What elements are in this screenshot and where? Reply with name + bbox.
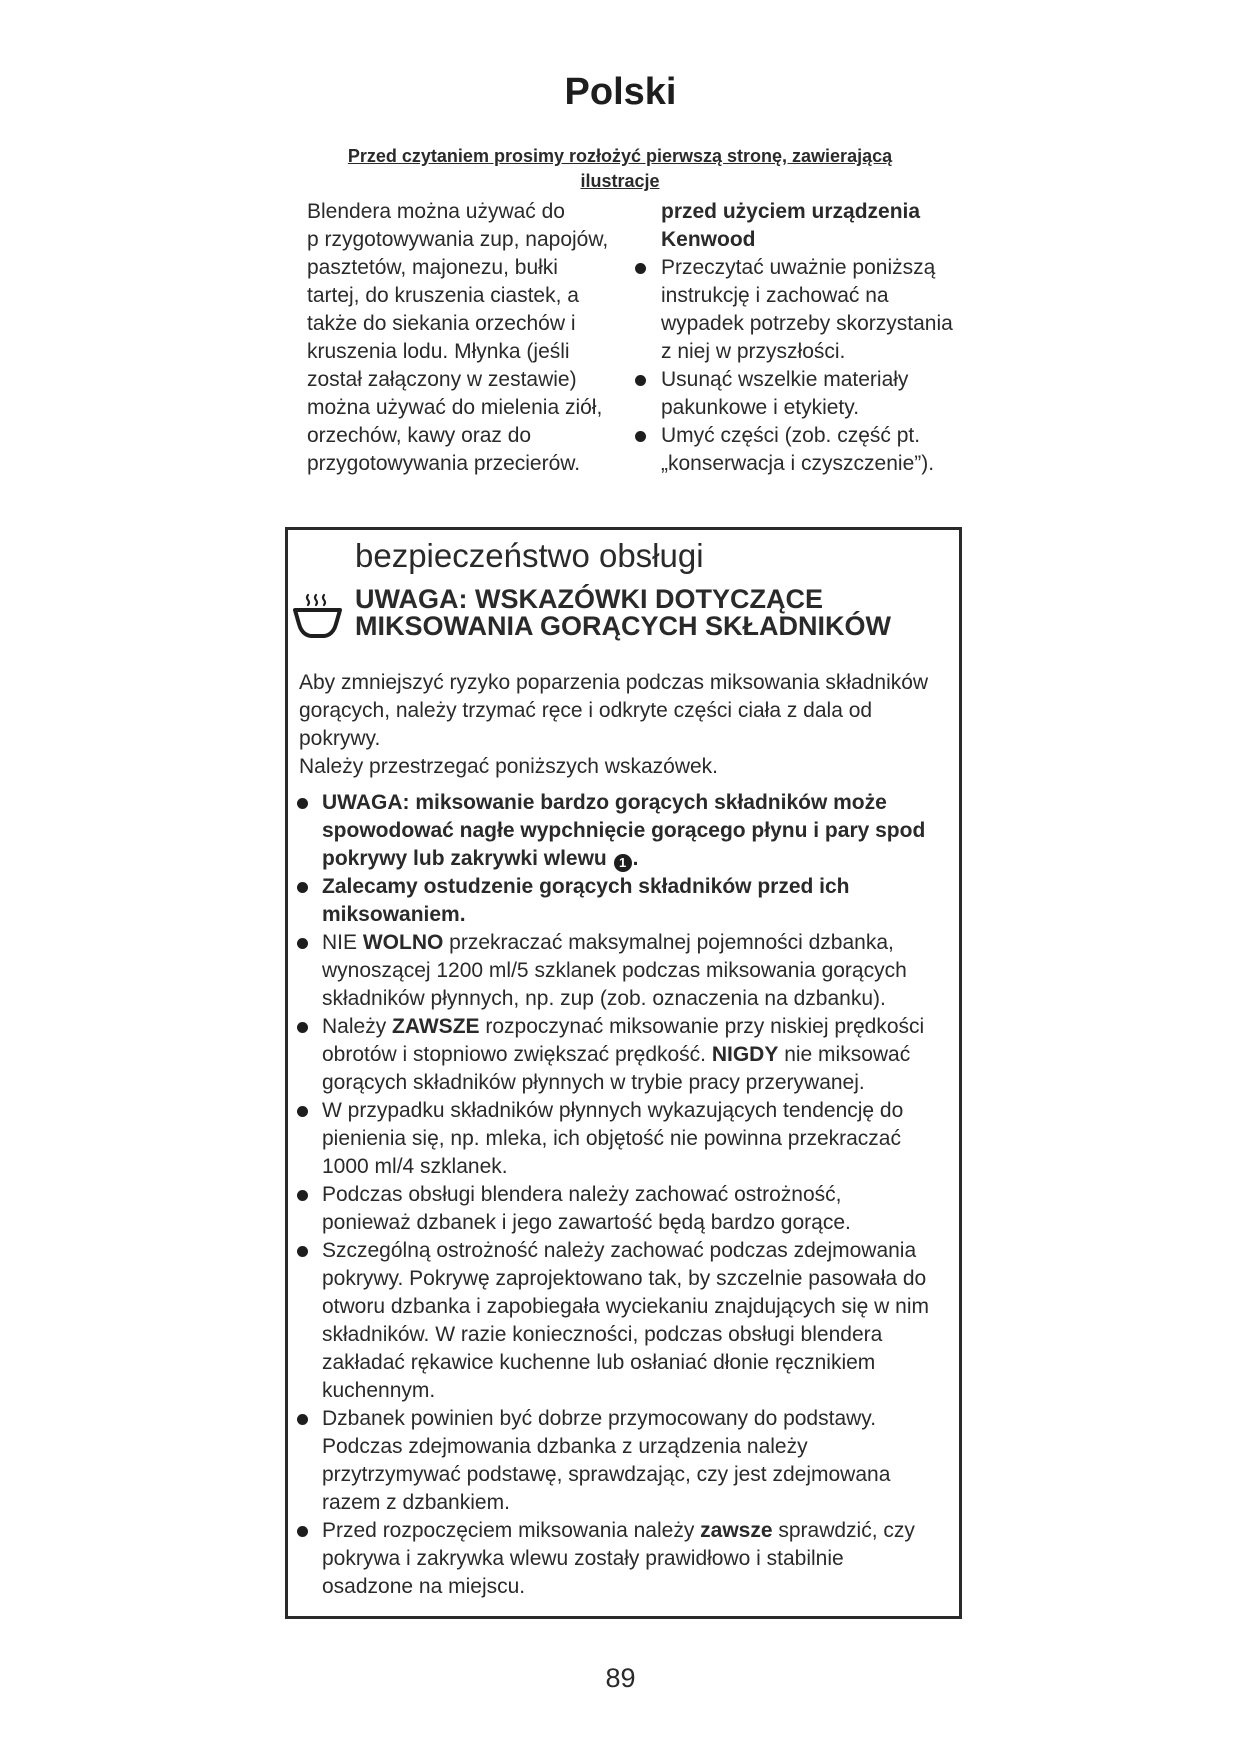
intro-line: pasztetów, majonezu, bułki [307, 256, 558, 279]
emphasized-text: UWAGA: miksowanie bardzo gorących składników może [322, 791, 887, 814]
unfold-notice [300, 144, 940, 194]
safety-item-line [322, 1293, 929, 1321]
safety-list-item [322, 1405, 929, 1517]
bullet-dot [297, 798, 308, 809]
safety-list-item [322, 929, 929, 1013]
list-item-line: pakunkowe i etykiety. [661, 396, 860, 419]
emphasized-text: . [632, 847, 639, 870]
safety-list-item [322, 1013, 929, 1097]
warning-line: MIKSOWANIA GORĄCYCH SKŁADNIKÓW [355, 611, 891, 641]
safety-item-line [322, 1405, 929, 1433]
text-segment: zakładać rękawice kuchenne lub osłaniać dłonie ręcznikiem [322, 1351, 876, 1374]
safety-item-line [322, 1237, 929, 1265]
safety-item-line [322, 873, 929, 901]
list-item [661, 422, 953, 478]
safety-item-line [322, 1013, 929, 1041]
emphasized-text: zawsze [700, 1519, 773, 1542]
safety-list-item [322, 1237, 929, 1405]
safety-list-item [322, 1517, 929, 1601]
safety-box [285, 527, 962, 1619]
bullet-dot [635, 263, 646, 274]
intro-line: można używać do mielenia ziół, [307, 396, 603, 419]
list-item-line: Usunąć wszelkie materiały [661, 368, 909, 391]
emphasized-text: NIGDY [711, 1043, 779, 1066]
hot-ingredients-bowl-icon [292, 593, 343, 639]
intro-line: przygotowywania przecierów. [307, 452, 581, 475]
safety-item-line [322, 985, 929, 1013]
text-segment: pienienia się, np. mleka, ich objętość nie powinna przekraczać [322, 1127, 901, 1150]
safety-item-line [322, 1041, 929, 1069]
text-segment: kuchennym. [322, 1379, 436, 1402]
safety-item-line [322, 957, 929, 985]
emphasized-text: Zalecamy ostudzenie gorących składników przed ich [322, 875, 850, 898]
emphasized-text: miksowaniem. [322, 903, 466, 926]
list-item-line: z niej w przyszłości. [661, 340, 846, 363]
list-item [661, 254, 953, 366]
safety-item-line [322, 817, 929, 845]
bullet-dot [297, 1106, 308, 1117]
safety-item-line [322, 1349, 929, 1377]
intro-line: orzechów, kawy oraz do [307, 424, 532, 447]
safety-item-line [322, 1069, 929, 1097]
bullet-dot [297, 1414, 308, 1425]
text-segment: nie miksować [778, 1043, 911, 1066]
page-number: 89 [605, 1663, 636, 1693]
safety-list-item [322, 873, 929, 929]
bullet-dot [297, 1246, 308, 1257]
text-segment: ponieważ dzbanek i jego zawartość będą bardzo gorące. [322, 1211, 851, 1234]
intro-line: został załączony w zestawie) [307, 368, 577, 391]
notice-line: Przed czytaniem prosimy rozłożyć pierwszą stronę, zawierającą [347, 146, 893, 166]
bullet-dot [297, 1526, 308, 1537]
safety-intro-line: pokrywy. [299, 727, 381, 750]
safety-intro-line: Aby zmniejszyć ryzyko poparzenia podczas miksowania składników [299, 671, 929, 694]
safety-intro [299, 669, 928, 781]
intro-line: Blendera można używać do [307, 200, 565, 223]
safety-title: bezpieczeństwo obsługi [355, 537, 704, 574]
safety-item-line [322, 1573, 929, 1601]
before-use-column [661, 198, 953, 478]
figure-reference-badge: 1 [614, 854, 632, 872]
text-segment: rozpoczynać miksowanie przy niskiej prędkości [479, 1015, 925, 1038]
safety-list-item [322, 789, 929, 873]
text-segment: NIE [322, 931, 363, 954]
text-segment: pokrywy. Pokrywę zaprojektowano tak, by szczelnie pasowała do [322, 1267, 927, 1290]
emphasized-text: ZAWSZE [392, 1015, 480, 1038]
safety-item-line [322, 1265, 929, 1293]
list-item-line: wypadek potrzeby skorzystania [661, 312, 953, 335]
text-segment: Należy [322, 1015, 393, 1038]
intro-column [307, 198, 608, 478]
safety-item-line [322, 1489, 929, 1517]
safety-item-line [322, 789, 929, 817]
bullet-dot [297, 938, 308, 949]
heading-line: Kenwood [661, 228, 756, 251]
before-use-list [661, 254, 953, 478]
emphasized-text: spowodować nagłe wypchnięcie gorącego płynu i pary spod [322, 819, 926, 842]
intro-line: p rzygotowywania zup, napojów, [307, 228, 609, 251]
intro-line: także do siekania orzechów i [307, 312, 576, 335]
text-segment: 1000 ml/4 szklanek. [322, 1155, 508, 1178]
safety-item-line [322, 1209, 929, 1237]
text-segment: Przed rozpoczęciem miksowania należy [322, 1519, 701, 1542]
safety-intro-line: gorących, należy trzymać ręce i odkryte części ciała z dala od [299, 699, 873, 722]
text-segment: sprawdzić, czy [772, 1519, 915, 1542]
safety-list-item [322, 1097, 929, 1181]
intro-line: tartej, do kruszenia ciastek, a [307, 284, 579, 307]
safety-item-line [322, 1125, 929, 1153]
list-item-line: „konserwacja i czyszczenie”). [661, 452, 935, 475]
text-segment: otworu dzbanka i zapobiegała wyciekaniu znajdujących się w nim [322, 1295, 930, 1318]
bullet-dot [635, 431, 646, 442]
text-segment: obrotów i stopniowo zwiększać prędkość. [322, 1043, 712, 1066]
text-segment: gorących składników płynnych w trybie pracy przerywanej. [322, 1071, 865, 1094]
safety-item-line [322, 1153, 929, 1181]
list-item-line: instrukcję i zachować na [661, 284, 889, 307]
safety-item-line [322, 1097, 929, 1125]
safety-item-line [322, 1545, 929, 1573]
safety-list [322, 789, 929, 1601]
text-segment: Dzbanek powinien być dobrze przymocowany do podstawy. [322, 1407, 877, 1430]
text-segment: Podczas zdejmowania dzbanka z urządzenia należy [322, 1435, 808, 1458]
safety-item-line [322, 1461, 929, 1489]
text-segment: składników. W razie konieczności, podczas obsługi blendera [322, 1323, 883, 1346]
safety-item-line [322, 845, 929, 873]
bullet-dot [297, 1022, 308, 1033]
text-segment: składników płynnych, np. zup (zob. oznaczenia na dzbanku). [322, 987, 886, 1010]
page-title: Polski [564, 71, 677, 113]
safety-item-line [322, 1321, 929, 1349]
hot-ingredients-warning-heading [355, 586, 891, 640]
intro-line: kruszenia lodu. Młynka (jeśli [307, 340, 570, 363]
list-item-line: Umyć części (zob. część pt. [661, 424, 921, 447]
list-item-line: Przeczytać uważnie poniższą [661, 256, 936, 279]
list-item [661, 366, 953, 422]
warning-line: UWAGA: WSKAZÓWKI DOTYCZĄCE [355, 584, 823, 614]
text-segment: Podczas obsługi blendera należy zachować ostrożność, [322, 1183, 842, 1206]
notice-line: ilustracje [580, 171, 660, 191]
safety-list-item [322, 1181, 929, 1237]
text-segment: W przypadku składników płynnych wykazujących tendencję do [322, 1099, 904, 1122]
safety-intro-line: Należy przestrzegać poniższych wskazówek. [299, 755, 718, 778]
safety-item-line [322, 1181, 929, 1209]
safety-item-line [322, 1433, 929, 1461]
emphasized-text: WOLNO [362, 931, 444, 954]
text-segment: wynoszącej 1200 ml/5 szklanek podczas miksowania gorących [322, 959, 907, 982]
before-use-heading [661, 198, 953, 254]
text-segment: Szczególną ostrożność należy zachować podczas zdejmowania [322, 1239, 917, 1262]
bullet-dot [635, 375, 646, 386]
emphasized-text: pokrywy lub zakrywki wlewu [322, 847, 613, 870]
safety-item-line [322, 901, 929, 929]
text-segment: razem z dzbankiem. [322, 1491, 510, 1514]
text-segment: osadzone na miejscu. [322, 1575, 526, 1598]
text-segment: przekraczać maksymalnej pojemności dzbanka, [443, 931, 894, 954]
heading-line: przed użyciem urządzenia [661, 200, 921, 223]
text-segment: pokrywa i zakrywka wlewu zostały prawidłowo i stabilnie [322, 1547, 844, 1570]
safety-item-line [322, 1517, 929, 1545]
bullet-dot [297, 1190, 308, 1201]
text-segment: przytrzymywać podstawę, sprawdzając, czy jest zdejmowana [322, 1463, 891, 1486]
safety-item-line [322, 929, 929, 957]
safety-item-line [322, 1377, 929, 1405]
bullet-dot [297, 882, 308, 893]
